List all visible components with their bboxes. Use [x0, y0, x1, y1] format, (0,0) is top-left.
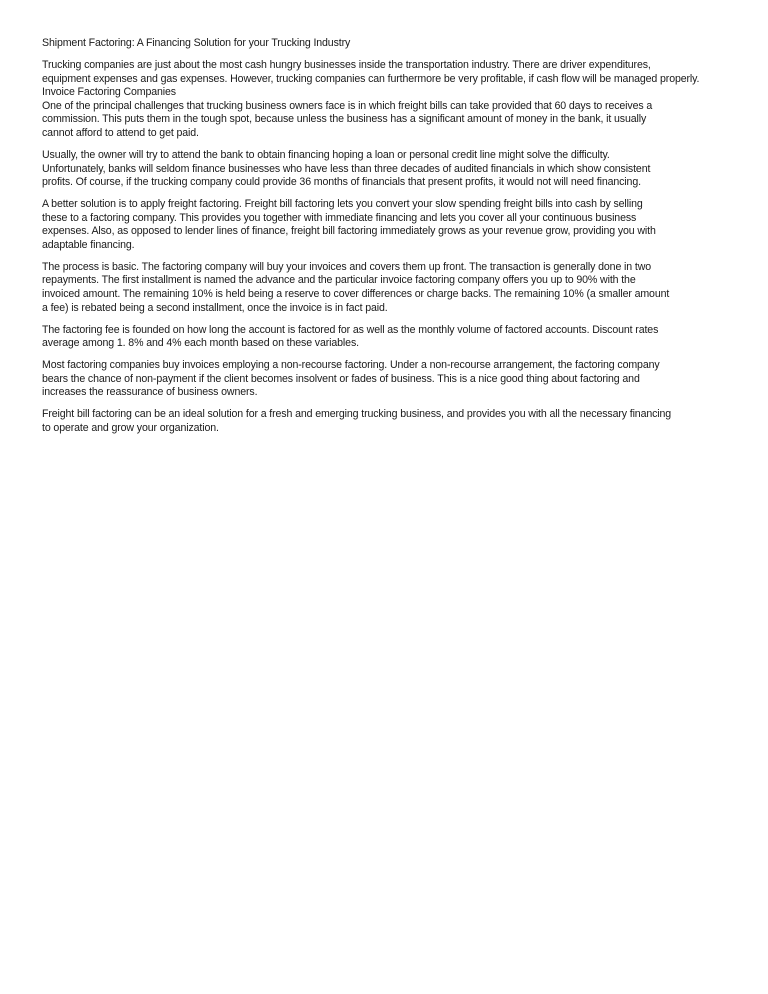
paragraph [42, 198, 742, 252]
text-line: repayments. The first installment is named the advance and the particular invoice factoring company offers you up to 90% with the [42, 274, 636, 287]
text-line: One of the principal challenges that trucking business owners face is in which freight bills can take provided that 60 days to receives a [42, 99, 653, 112]
paragraph [42, 324, 742, 351]
text-line: cannot afford to attend to get paid. [42, 126, 199, 139]
text-line: Freight bill factoring can be an ideal solution for a fresh and emerging trucking business, and provides you with all the necessary financing [42, 408, 672, 421]
text-line: adaptable financing. [42, 238, 135, 251]
text-line: Most factoring companies buy invoices employing a non-recourse factoring. Under a non-recourse arrangement, the factoring company [42, 359, 660, 372]
text-line: Shipment Factoring: A Financing Solution for your Trucking Industry [42, 37, 351, 49]
text-line: profits. Of course, if the trucking company could provide 36 months of financials that present profits, it would not will need financing. [42, 176, 641, 189]
text-line: Invoice Factoring Companies [42, 86, 176, 99]
paragraph [42, 408, 742, 435]
paragraph [42, 149, 742, 190]
document-page [42, 37, 742, 444]
text-line: a fee) is rebated being a second installment, once the invoice is in fact paid. [42, 301, 388, 314]
text-line: A better solution is to apply freight factoring. Freight bill factoring lets you convert your slow spending freight bills into cash by selling [42, 198, 643, 211]
text-line: Unfortunately, banks will seldom finance businesses who have less than three decades of audited financials in which show consistent [42, 162, 651, 175]
document-title [42, 37, 742, 51]
paragraph [42, 59, 742, 141]
text-line: The process is basic. The factoring company will buy your invoices and covers them up front. The transaction is generally done in two [42, 260, 651, 273]
text-line: average among 1. 8% and 4% each month based on these variables. [42, 337, 359, 350]
text-line: invoiced amount. The remaining 10% is held being a reserve to cover differences or charge backs. The remaining 10% (a smaller amount [42, 288, 670, 301]
text-line: these to a factoring company. This provides you together with immediate financing and lets you cover all your continuous business [42, 211, 637, 224]
text-line: Trucking companies are just about the most cash hungry businesses inside the transportation industry. There are driver expenditures, [42, 58, 651, 71]
paragraph [42, 359, 742, 400]
text-line: The factoring fee is founded on how long the account is factored for as well as the monthly volume of factored accounts. Discount rates [42, 323, 659, 336]
text-line: commission. This puts them in the tough spot, because unless the business has a significant amount of money in the bank, it usually [42, 113, 647, 126]
paragraph [42, 261, 742, 315]
text-line: increases the reassurance of business owners. [42, 386, 258, 399]
text-line: bears the chance of non-payment if the client becomes insolvent or fades of business. This is a nice good thing about factoring and [42, 372, 640, 385]
text-line: to operate and grow your organization. [42, 421, 219, 434]
text-line: equipment expenses and gas expenses. However, trucking companies can furthermore be very profitable, if cash flow will be managed properly. [42, 72, 700, 85]
text-line: Usually, the owner will try to attend the bank to obtain financing hoping a loan or personal credit line might solve the difficulty. [42, 148, 610, 161]
text-line: expenses. Also, as opposed to lender lines of finance, freight bill factoring immediately grows as your revenue grow, providing you with [42, 225, 656, 238]
